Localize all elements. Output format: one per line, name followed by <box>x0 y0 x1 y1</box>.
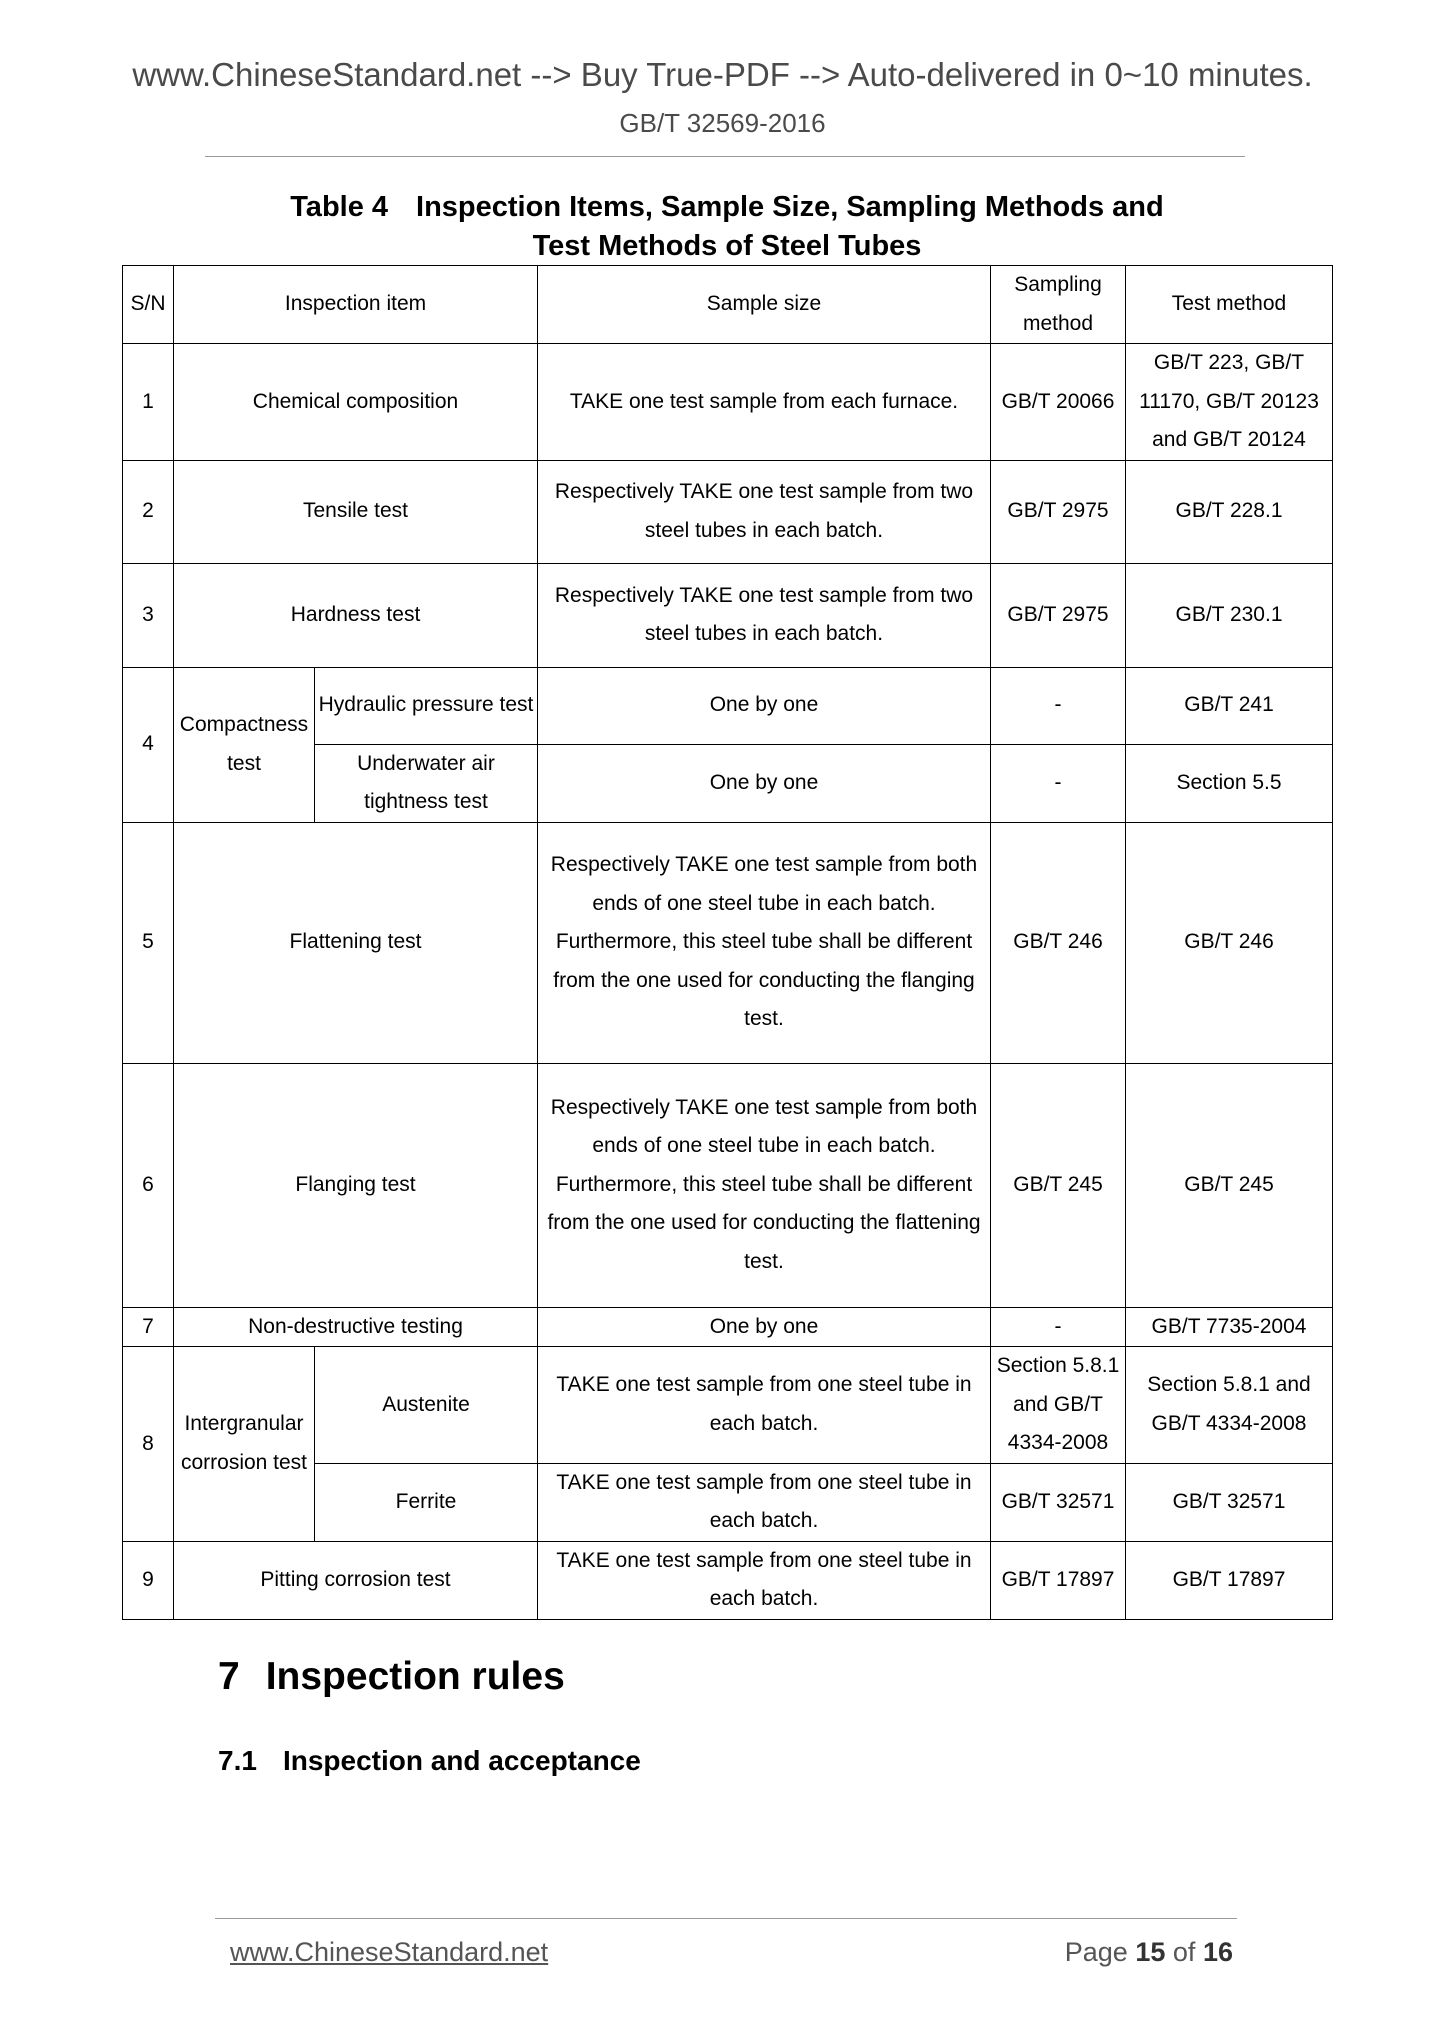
cell-sn: 1 <box>123 344 174 461</box>
cell-sample-size: Respectively TAKE one test sample from both ends of one steel tube in each batch. Furthermore, this steel tube shall be different from the one used for conducting the flanging test. <box>538 822 991 1063</box>
cell-sn: 2 <box>123 460 174 563</box>
cell-inspection-item: Pitting corrosion test <box>174 1541 538 1619</box>
cell-sn: 7 <box>123 1307 174 1347</box>
cell-inspection-item: Flanging test <box>174 1063 538 1307</box>
section-title: Inspection rules <box>265 1655 565 1698</box>
subsection-number: 7.1 <box>218 1745 257 1776</box>
header-banner: www.ChineseStandard.net --> Buy True-PDF --> Auto-delivered in 0~10 minutes. <box>132 56 1313 93</box>
page-of: of <box>1172 1937 1196 1967</box>
page-current: 15 <box>1135 1937 1166 1967</box>
header-inspection-item: Inspection item <box>174 266 538 344</box>
cell-test-method: GB/T 223, GB/T 11170, GB/T 20123 and GB/T 20124 <box>1126 344 1333 461</box>
header-doc-id: GB/T 32569-2016 <box>619 108 826 138</box>
subsection-title: Inspection and acceptance <box>282 1745 641 1776</box>
cell-inspection-item: Non-destructive testing <box>174 1307 538 1347</box>
cell-sample-size: One by one <box>538 1307 991 1347</box>
footer-divider <box>215 1918 1237 1919</box>
cell-sampling-method: - <box>991 744 1126 822</box>
header-test-method: Test method <box>1126 266 1333 344</box>
subsection-heading <box>218 1745 641 1777</box>
cell-sampling-method: GB/T 17897 <box>991 1541 1126 1619</box>
footer-page-number <box>1065 1937 1233 1968</box>
cell-sn: 4 <box>123 667 174 822</box>
cell-sub-item: Hydraulic pressure test <box>315 667 538 744</box>
cell-inspection-item: Tensile test <box>174 460 538 563</box>
section-number: 7 <box>218 1655 240 1698</box>
cell-inspection-item: Flattening test <box>174 822 538 1063</box>
cell-sampling-method: GB/T 32571 <box>991 1463 1126 1541</box>
table-row <box>123 1063 1333 1307</box>
header-sn: S/N <box>123 266 174 344</box>
cell-item-group: Compactness test <box>174 667 315 822</box>
cell-sampling-method: - <box>991 667 1126 744</box>
cell-sub-item: Underwater air tightness test <box>315 744 538 822</box>
cell-sampling-method: GB/T 245 <box>991 1063 1126 1307</box>
table-row <box>123 563 1333 667</box>
cell-sample-size: TAKE one test sample from each furnace. <box>538 344 991 461</box>
header-sample-size: Sample size <box>538 266 991 344</box>
cell-sample-size: TAKE one test sample from one steel tube in each batch. <box>538 1541 991 1619</box>
cell-test-method: GB/T 228.1 <box>1126 460 1333 563</box>
cell-test-method: GB/T 245 <box>1126 1063 1333 1307</box>
cell-test-method: Section 5.8.1 and GB/T 4334-2008 <box>1126 1347 1333 1464</box>
cell-sub-item: Austenite <box>315 1347 538 1464</box>
cell-sample-size: TAKE one test sample from one steel tube in each batch. <box>538 1347 991 1464</box>
table-row <box>123 1347 1333 1464</box>
cell-sub-item: Ferrite <box>315 1463 538 1541</box>
cell-sampling-method: GB/T 246 <box>991 822 1126 1063</box>
table-row <box>123 1307 1333 1347</box>
page-word: Page <box>1064 1937 1128 1967</box>
table-header-row <box>123 266 1333 344</box>
cell-sample-size: Respectively TAKE one test sample from both ends of one steel tube in each batch. Furthermore, this steel tube shall be different from the one used for conducting the flattening test. <box>538 1063 991 1307</box>
cell-sample-size: TAKE one test sample from one steel tube in each batch. <box>538 1463 991 1541</box>
cell-test-method: GB/T 246 <box>1126 822 1333 1063</box>
inspection-table <box>122 265 1333 1620</box>
cell-sample-size: Respectively TAKE one test sample from two steel tubes in each batch. <box>538 563 991 667</box>
cell-sampling-method: - <box>991 1307 1126 1347</box>
cell-test-method: GB/T 230.1 <box>1126 563 1333 667</box>
section-heading <box>218 1655 565 1699</box>
header-divider <box>205 156 1245 157</box>
table-row <box>123 822 1333 1063</box>
cell-sn: 5 <box>123 822 174 1063</box>
page-total: 16 <box>1202 1937 1233 1967</box>
cell-test-method: GB/T 7735-2004 <box>1126 1307 1333 1347</box>
header-sampling-method: Sampling method <box>991 266 1126 344</box>
cell-sampling-method: GB/T 2975 <box>991 460 1126 563</box>
table-caption-line1: Inspection Items, Sample Size, Sampling Methods and <box>416 191 1164 223</box>
cell-item-group: Intergranular corrosion test <box>174 1347 315 1542</box>
table-caption <box>122 188 1332 266</box>
cell-inspection-item: Chemical composition <box>174 344 538 461</box>
cell-sn: 3 <box>123 563 174 667</box>
table-caption-number: Table 4 <box>290 191 389 223</box>
table-row <box>123 1541 1333 1619</box>
cell-test-method: GB/T 241 <box>1126 667 1333 744</box>
cell-sampling-method: Section 5.8.1 and GB/T 4334-2008 <box>991 1347 1126 1464</box>
table-row <box>123 460 1333 563</box>
cell-sample-size: One by one <box>538 744 991 822</box>
cell-sn: 9 <box>123 1541 174 1619</box>
cell-test-method: GB/T 17897 <box>1126 1541 1333 1619</box>
cell-sn: 8 <box>123 1347 174 1542</box>
table-caption-line2: Test Methods of Steel Tubes <box>532 230 922 262</box>
cell-test-method: GB/T 32571 <box>1126 1463 1333 1541</box>
cell-sn: 6 <box>123 1063 174 1307</box>
cell-test-method: Section 5.5 <box>1126 744 1333 822</box>
cell-sample-size: Respectively TAKE one test sample from two steel tubes in each batch. <box>538 460 991 563</box>
table-row <box>123 667 1333 744</box>
footer-link[interactable]: www.ChineseStandard.net <box>230 1937 549 1967</box>
cell-sampling-method: GB/T 2975 <box>991 563 1126 667</box>
cell-sample-size: One by one <box>538 667 991 744</box>
table-row <box>123 344 1333 461</box>
cell-inspection-item: Hardness test <box>174 563 538 667</box>
cell-sampling-method: GB/T 20066 <box>991 344 1126 461</box>
